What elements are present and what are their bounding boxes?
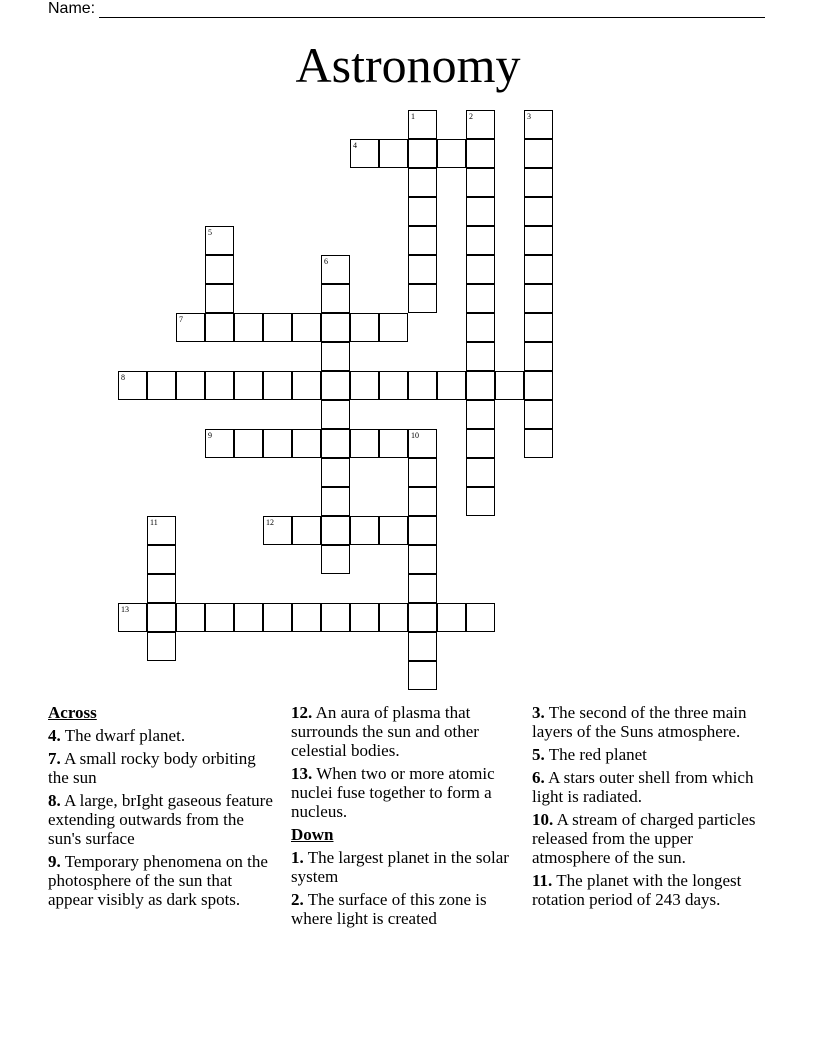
grid-cell[interactable] xyxy=(466,168,495,197)
grid-cell[interactable] xyxy=(437,371,466,400)
grid-cell[interactable] xyxy=(205,284,234,313)
clue-number: 4 xyxy=(353,141,357,150)
grid-cell[interactable] xyxy=(292,313,321,342)
clues-down-col3 xyxy=(532,703,772,913)
grid-cell[interactable] xyxy=(118,371,147,400)
clue xyxy=(48,749,273,787)
grid-cell[interactable] xyxy=(234,371,263,400)
clue-text: The second of the three main layers of the Suns atmosphere. xyxy=(532,703,747,741)
clue xyxy=(291,848,526,886)
clue-number: 12 xyxy=(266,518,274,527)
grid-cell[interactable] xyxy=(379,429,408,458)
clue-number: 6. xyxy=(532,768,545,787)
clue-number: 2. xyxy=(291,890,304,909)
grid-cell[interactable] xyxy=(408,429,437,458)
grid-cell[interactable] xyxy=(524,139,553,168)
grid-cell[interactable] xyxy=(495,371,524,400)
grid-cell[interactable] xyxy=(466,226,495,255)
grid-cell[interactable] xyxy=(350,139,379,168)
clue-number: 8. xyxy=(48,791,61,810)
clue-text: The planet with the longest rotation period of 243 days. xyxy=(532,871,742,909)
clue-text: The largest planet in the solar system xyxy=(291,848,509,886)
clue xyxy=(532,871,772,909)
grid-cell[interactable] xyxy=(408,545,437,574)
clue-text: A stars outer shell from which light is radiated. xyxy=(532,768,754,806)
grid-cell[interactable] xyxy=(408,458,437,487)
grid-cell[interactable] xyxy=(205,255,234,284)
clue-number: 5 xyxy=(208,228,212,237)
grid-cell[interactable] xyxy=(205,313,234,342)
grid-cell[interactable] xyxy=(466,400,495,429)
grid-cell[interactable] xyxy=(524,400,553,429)
grid-cell[interactable] xyxy=(379,371,408,400)
grid-cell[interactable] xyxy=(321,487,350,516)
grid-cell[interactable] xyxy=(524,255,553,284)
grid-cell[interactable] xyxy=(437,139,466,168)
grid-cell[interactable] xyxy=(408,371,437,400)
clue-number: 4. xyxy=(48,726,61,745)
grid-cell[interactable] xyxy=(321,255,350,284)
grid-cell[interactable] xyxy=(321,371,350,400)
grid-cell[interactable] xyxy=(321,342,350,371)
grid-cell[interactable] xyxy=(524,371,553,400)
clue-number: 10. xyxy=(532,810,554,829)
grid-cell[interactable] xyxy=(205,371,234,400)
grid-cell[interactable] xyxy=(350,313,379,342)
grid-cell[interactable] xyxy=(408,632,437,661)
clue-text: The dwarf planet. xyxy=(64,726,186,745)
grid-cell[interactable] xyxy=(350,371,379,400)
grid-cell[interactable] xyxy=(466,139,495,168)
grid-cell[interactable] xyxy=(408,255,437,284)
grid-cell[interactable] xyxy=(292,429,321,458)
grid-cell[interactable] xyxy=(408,197,437,226)
clue xyxy=(291,703,526,760)
grid-cell[interactable] xyxy=(524,110,553,139)
grid-cell[interactable] xyxy=(321,284,350,313)
grid-cell[interactable] xyxy=(524,168,553,197)
clue xyxy=(291,764,526,821)
grid-cell[interactable] xyxy=(408,226,437,255)
clue xyxy=(532,745,772,764)
grid-cell[interactable] xyxy=(263,371,292,400)
clue-number: 8 xyxy=(121,373,125,382)
clue-text: When two or more atomic nuclei fuse together to form a nucleus. xyxy=(291,764,495,821)
grid-cell[interactable] xyxy=(408,574,437,603)
grid-cell[interactable] xyxy=(147,574,176,603)
grid-cell[interactable] xyxy=(466,371,495,400)
grid-cell[interactable] xyxy=(408,661,437,690)
clue-number: 7 xyxy=(179,315,183,324)
clue-number: 6 xyxy=(324,257,328,266)
grid-cell[interactable] xyxy=(292,371,321,400)
grid-cell[interactable] xyxy=(263,603,292,632)
clue-text: The red planet xyxy=(548,745,647,764)
page-title: Astronomy xyxy=(295,37,521,93)
grid-cell[interactable] xyxy=(408,516,437,545)
clue-text: An aura of plasma that surrounds the sun and other celestial bodies. xyxy=(291,703,479,760)
grid-cell[interactable] xyxy=(176,603,205,632)
clue-number: 2 xyxy=(469,112,473,121)
clue xyxy=(48,852,273,909)
grid-cell[interactable] xyxy=(408,139,437,168)
grid-cell[interactable] xyxy=(524,284,553,313)
name-label: Name: xyxy=(48,0,96,17)
grid-cell[interactable] xyxy=(379,313,408,342)
name-field[interactable] xyxy=(48,0,765,18)
grid-cell[interactable] xyxy=(466,458,495,487)
grid-cell[interactable] xyxy=(379,139,408,168)
grid-cell[interactable] xyxy=(205,429,234,458)
grid-cell[interactable] xyxy=(524,342,553,371)
clue-number: 10 xyxy=(411,431,419,440)
grid-cell[interactable] xyxy=(205,226,234,255)
grid-cell[interactable] xyxy=(466,110,495,139)
clue xyxy=(48,726,273,745)
grid-cell[interactable] xyxy=(321,313,350,342)
clue-text: A large, brIght gaseous feature extending outwards from the sun's surface xyxy=(48,791,273,848)
grid-cell[interactable] xyxy=(321,429,350,458)
clue-number: 12. xyxy=(291,703,313,722)
grid-cell[interactable] xyxy=(408,110,437,139)
clue-number: 13 xyxy=(121,605,129,614)
grid-cell[interactable] xyxy=(147,632,176,661)
grid-cell[interactable] xyxy=(234,603,263,632)
grid-cell[interactable] xyxy=(466,429,495,458)
clue-number: 11. xyxy=(532,871,553,890)
grid-cell[interactable] xyxy=(466,255,495,284)
grid-cell[interactable] xyxy=(263,313,292,342)
grid-cell[interactable] xyxy=(292,603,321,632)
grid-cell[interactable] xyxy=(466,197,495,226)
grid-cell[interactable] xyxy=(524,429,553,458)
grid-cell[interactable] xyxy=(524,313,553,342)
grid-cell[interactable] xyxy=(408,168,437,197)
grid-cell[interactable] xyxy=(466,342,495,371)
down-heading: Down xyxy=(291,825,334,844)
grid-cell[interactable] xyxy=(147,371,176,400)
clue-number: 1 xyxy=(411,112,415,121)
grid-cell[interactable] xyxy=(321,516,350,545)
grid-cell[interactable] xyxy=(234,429,263,458)
clue xyxy=(48,791,273,848)
clue-text: Temporary phenomena on the photosphere of the sun that appear visibly as dark spots. xyxy=(48,852,268,909)
clue-text: A small rocky body orbiting the sun xyxy=(48,749,256,787)
clue xyxy=(532,810,772,867)
grid-cell[interactable] xyxy=(292,516,321,545)
grid-cell[interactable] xyxy=(466,487,495,516)
clue xyxy=(532,703,772,741)
grid-cell[interactable] xyxy=(176,313,205,342)
grid-cell[interactable] xyxy=(408,487,437,516)
clue-number: 9. xyxy=(48,852,61,871)
clue-text: A stream of charged particles released from the upper atmosphere of the sun. xyxy=(532,810,756,867)
clues-across-col1 xyxy=(48,703,273,913)
grid-cell[interactable] xyxy=(408,603,437,632)
across-heading: Across xyxy=(48,703,97,722)
clue-number: 11 xyxy=(150,518,158,527)
grid-cell[interactable] xyxy=(176,371,205,400)
clue-number: 5. xyxy=(532,745,545,764)
clue-number: 3 xyxy=(527,112,531,121)
grid-cell[interactable] xyxy=(147,545,176,574)
grid-cell[interactable] xyxy=(466,284,495,313)
grid-cell[interactable] xyxy=(524,197,553,226)
name-line[interactable] xyxy=(99,3,765,18)
grid-cell[interactable] xyxy=(263,429,292,458)
grid-cell[interactable] xyxy=(205,603,234,632)
clue-text: The surface of this zone is where light is created xyxy=(291,890,487,928)
clue-number: 7. xyxy=(48,749,61,768)
grid-cell[interactable] xyxy=(524,226,553,255)
grid-cell[interactable] xyxy=(437,603,466,632)
grid-cell[interactable] xyxy=(350,429,379,458)
clue xyxy=(532,768,772,806)
clues-col2 xyxy=(291,703,526,932)
grid-cell[interactable] xyxy=(350,603,379,632)
grid-cell[interactable] xyxy=(379,516,408,545)
grid-cell[interactable] xyxy=(263,516,292,545)
grid-cell[interactable] xyxy=(408,284,437,313)
grid-cell[interactable] xyxy=(466,313,495,342)
grid-cell[interactable] xyxy=(234,313,263,342)
clue-number: 9 xyxy=(208,431,212,440)
grid-cell[interactable] xyxy=(147,516,176,545)
clue-number: 13. xyxy=(291,764,313,783)
grid-cell[interactable] xyxy=(466,603,495,632)
grid-cell[interactable] xyxy=(350,516,379,545)
grid-cell[interactable] xyxy=(321,400,350,429)
clue-number: 1. xyxy=(291,848,304,867)
grid-cell[interactable] xyxy=(321,545,350,574)
clue-number: 3. xyxy=(532,703,545,722)
grid-cell[interactable] xyxy=(379,603,408,632)
clue xyxy=(291,890,526,928)
grid-cell[interactable] xyxy=(118,603,147,632)
grid-cell[interactable] xyxy=(321,458,350,487)
grid-cell[interactable] xyxy=(321,603,350,632)
grid-cell[interactable] xyxy=(147,603,176,632)
